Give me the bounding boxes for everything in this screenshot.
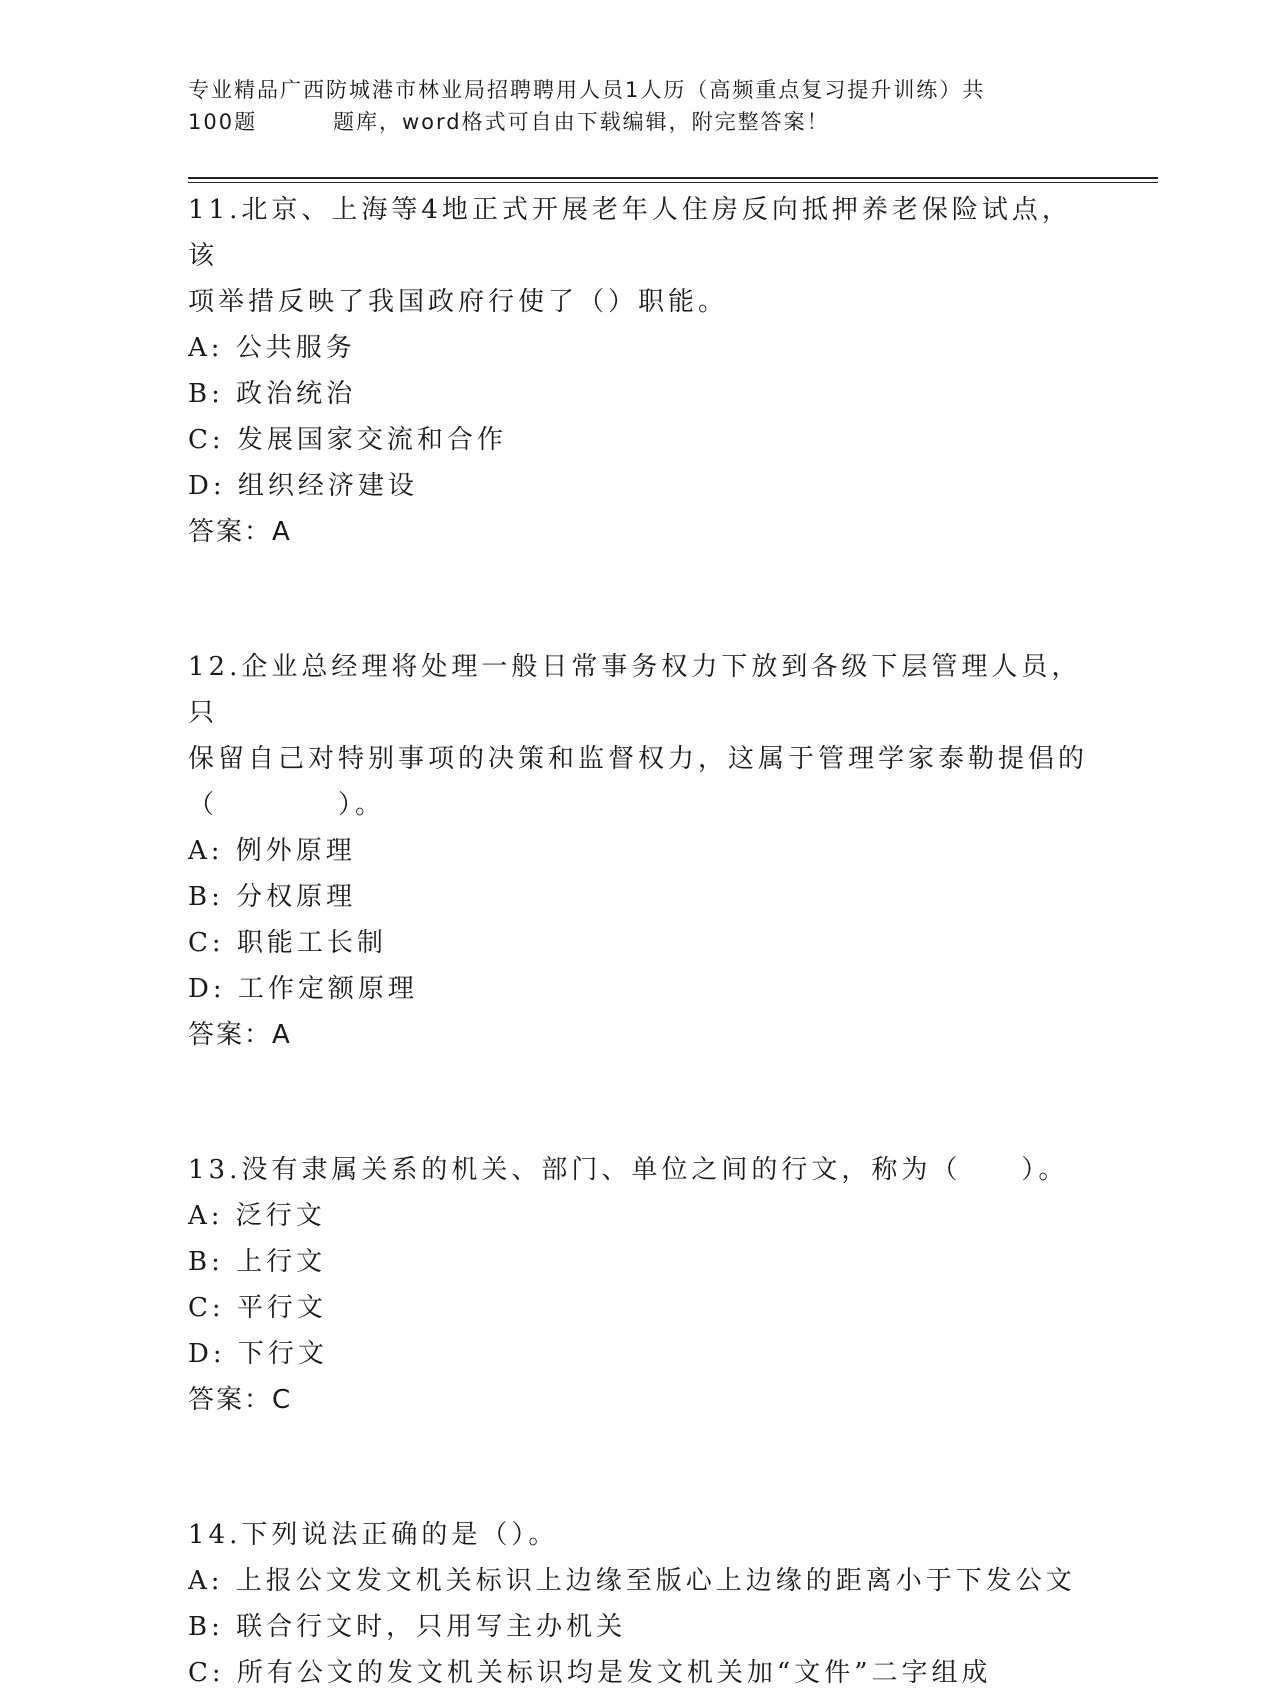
option-a: A: 公共服务 xyxy=(188,333,356,363)
question-list xyxy=(188,187,1088,1696)
question-stem-line: 12.企业总经理将处理一般日常事务权力下放到各级下层管理人员，只 xyxy=(188,652,1082,728)
option-b: B: 联合行文时，只用写主办机关 xyxy=(188,1612,627,1642)
option-b: B: 分权原理 xyxy=(188,882,357,912)
question-stem-line: 项举措反映了我国政府行使了（）职能。 xyxy=(188,287,729,317)
option-b: B: 上行文 xyxy=(188,1247,327,1277)
question-stem-line: 13.没有隶属关系的机关、部门、单位之间的行文，称为（ ）。 xyxy=(188,1155,1069,1185)
question-stem-line: 14.下列说法正确的是（）。 xyxy=(188,1520,559,1550)
question-14 xyxy=(188,1512,1088,1696)
header-divider-thick xyxy=(188,177,1158,179)
option-d: D: 工作定额原理 xyxy=(188,974,418,1004)
question-13 xyxy=(188,1147,1088,1423)
option-a: A: 泛行文 xyxy=(188,1201,326,1231)
header-question-count: 100题 xyxy=(188,110,258,134)
option-b: B: 政治统治 xyxy=(188,379,357,409)
question-gap xyxy=(188,555,1088,644)
answer: 答案：A xyxy=(188,517,292,547)
question-12 xyxy=(188,644,1088,1058)
answer: 答案：A xyxy=(188,1020,292,1050)
document-header xyxy=(188,74,1088,138)
question-stem-line: 保留自己对特别事项的决策和监督权力，这属于管理学家泰勒提倡的 xyxy=(188,744,1089,774)
option-c: C: 所有公文的发文机关标识均是发文机关加“文件”二字组成 xyxy=(188,1658,992,1688)
option-d: D: 下行文 xyxy=(188,1339,328,1369)
header-divider-thin xyxy=(188,182,1158,183)
question-gap xyxy=(188,1423,1088,1512)
question-11 xyxy=(188,187,1088,555)
option-c: C: 平行文 xyxy=(188,1293,327,1323)
question-stem-line: （ ）。 xyxy=(188,790,386,820)
question-stem-line: 11.北京、上海等4地正式开展老年人住房反向抵押养老保险试点，该 xyxy=(188,195,1072,271)
option-a: A: 例外原理 xyxy=(188,836,356,866)
option-c: C: 发展国家交流和合作 xyxy=(188,425,507,455)
option-c: C: 职能工长制 xyxy=(188,928,387,958)
option-a: A: 上报公文发文机关标识上边缘至版心上边缘的距离小于下发公文 xyxy=(188,1566,1076,1596)
option-d: D: 组织经济建设 xyxy=(188,471,418,501)
header-line-1: 专业精品广西防城港市林业局招聘聘用人员1人历（高频重点复习提升训练）共 xyxy=(188,78,986,102)
header-line-2 xyxy=(188,106,1088,138)
header-line-2-text: 题库，word格式可自由下载编辑，附完整答案！ xyxy=(333,110,830,134)
question-gap xyxy=(188,1058,1088,1147)
answer: 答案：C xyxy=(188,1385,293,1415)
